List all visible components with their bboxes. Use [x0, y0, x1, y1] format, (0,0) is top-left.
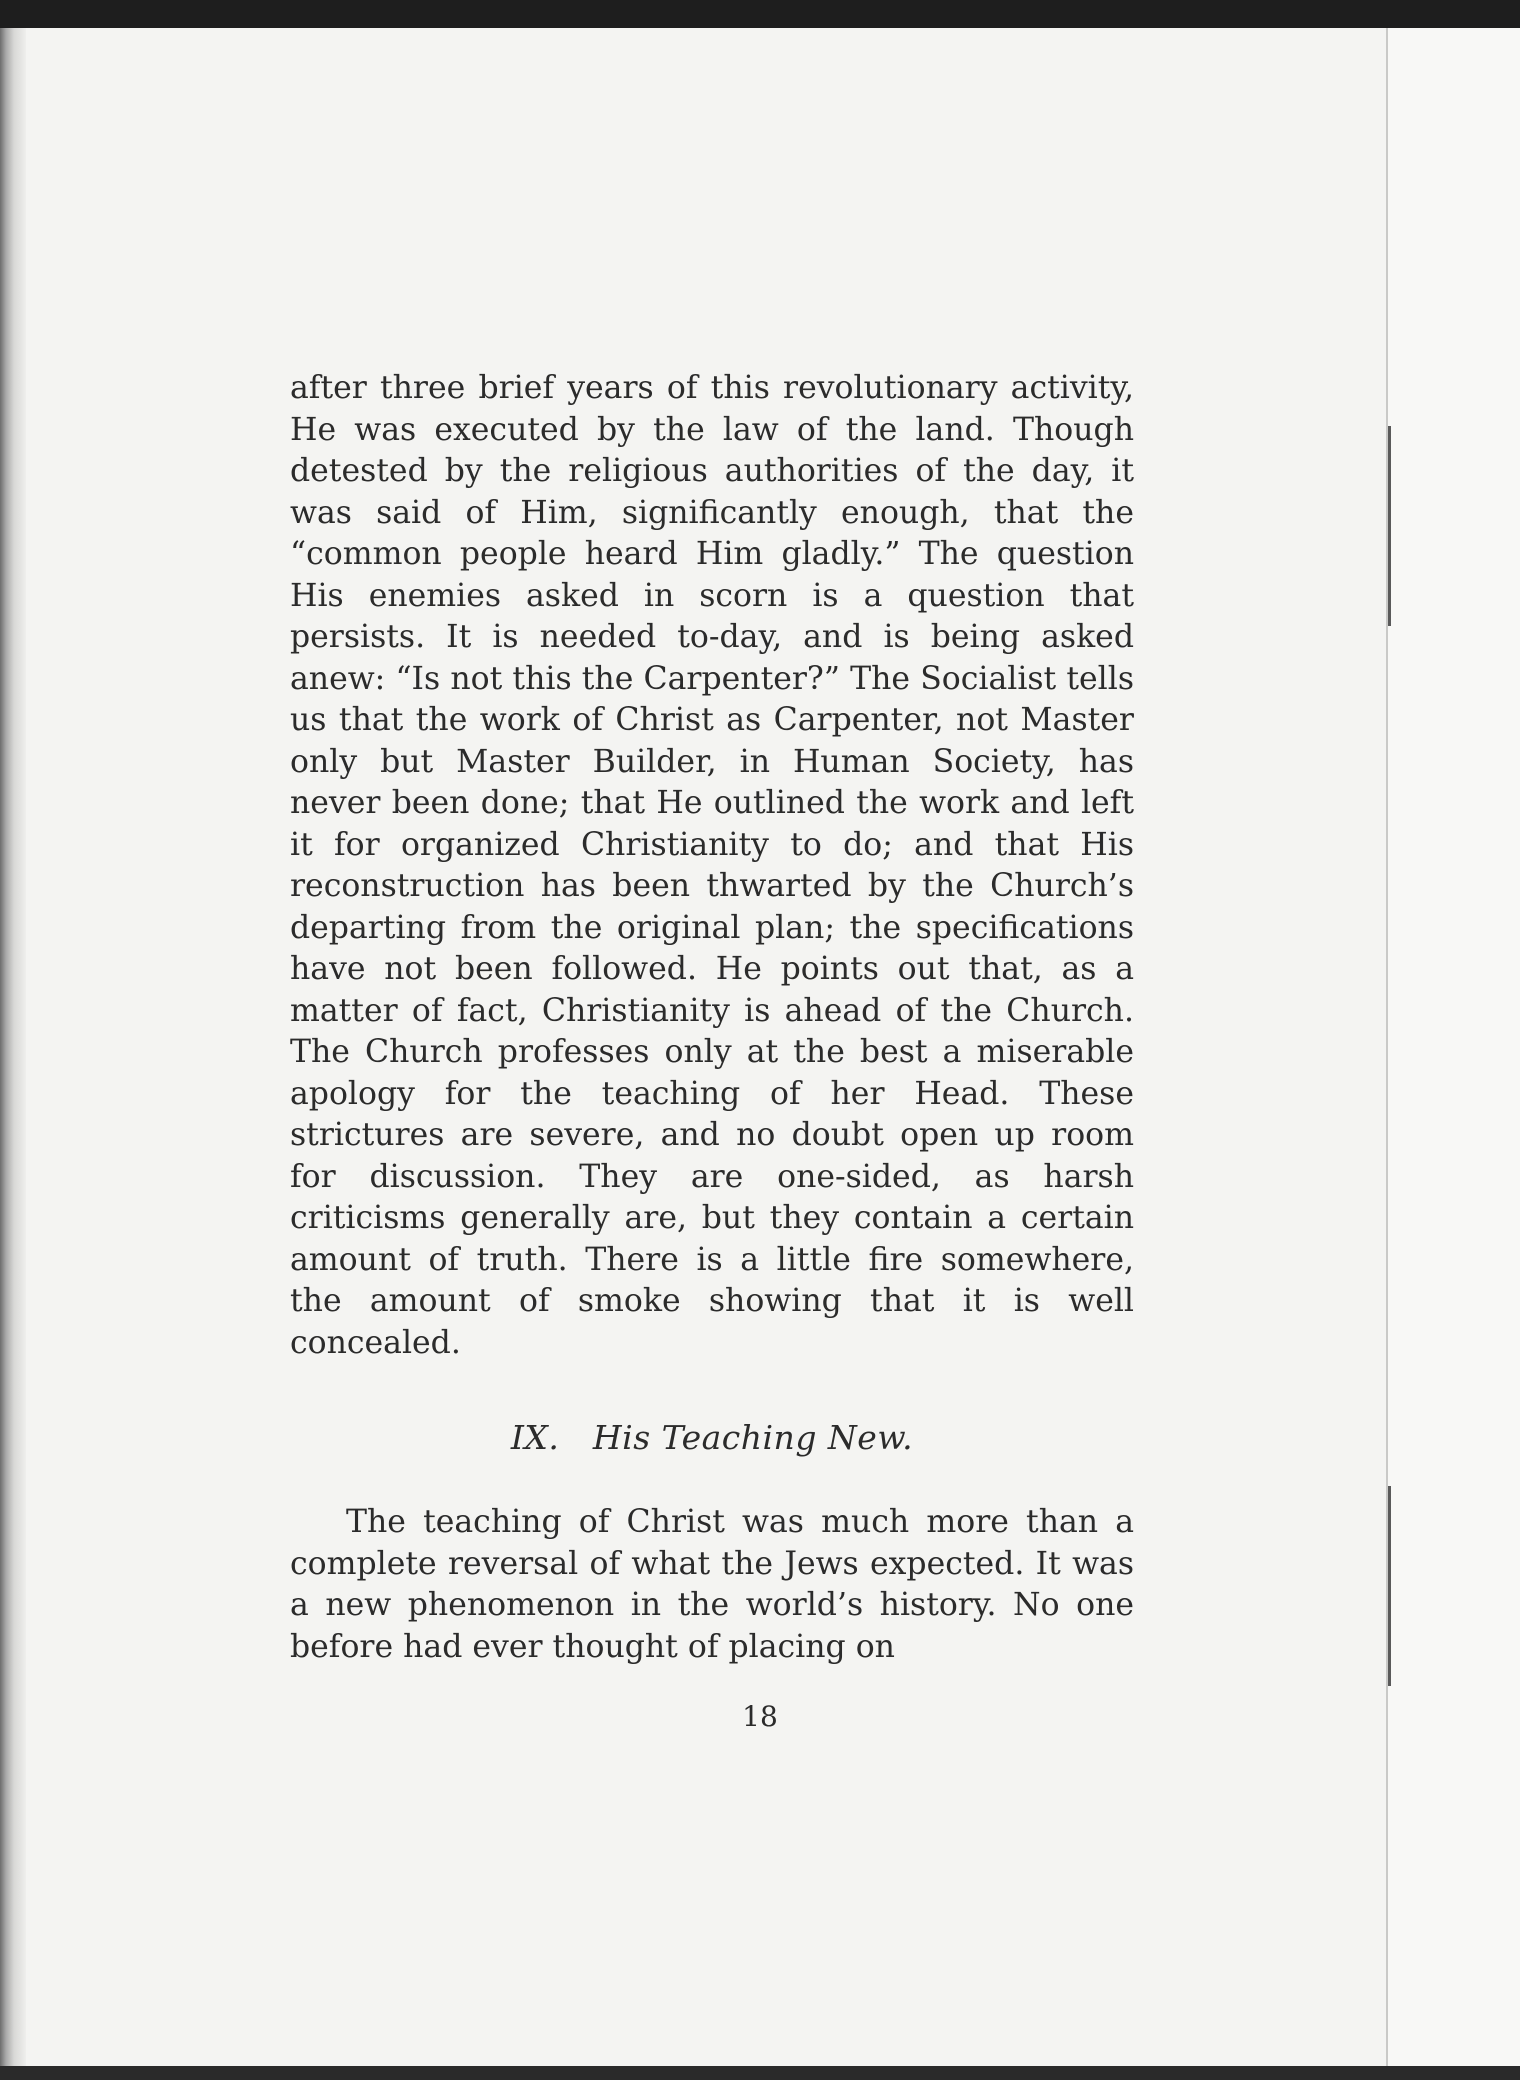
scan-top-border — [0, 0, 1520, 28]
text-block — [290, 368, 1134, 1668]
body-paragraph: The teaching of Christ was much more than a complete reversal of what the Jews expected. It was a new phenomenon in the world’s history. No one before had ever thought of placing on — [290, 1504, 1134, 1665]
scan-bottom-border — [0, 2066, 1520, 2080]
page-number: 18 — [742, 1700, 778, 1733]
next-page-edge — [1386, 28, 1520, 2068]
body-paragraph: after three brief years of this revolutionary activity, He was executed by the law of the land. Though detested by the religious authorities of the day, it was said of Him, significantly enough, that the “common people heard Him gladly.” The question His enemies asked in scorn is a question that persists. It is needed to-day, and is being asked anew: “Is not this the Carpenter?” The Socialist tells us that the work of Christ as Carpenter, not Master only but Master Builder, in Human Society, has never been done; that He outlined the work and left it for organized Christianity to do; and that His reconstruction has been thwarted by the Church’s departing from the original plan; the specifications have not been followed. He points out that, as a matter of fact, Christianity is ahead of the Church. The Church professes only at the best a miserable apology for the teaching of her Head. These strictures are severe, and no doubt open up room for discussion. They are one-sided, as harsh criticisms generally are, but they contain a certain amount of truth. There is a little fire somewhere, the amount of smoke showing that it is well concealed. — [290, 370, 1134, 1361]
edge-mark — [1388, 426, 1391, 626]
edge-mark — [1388, 1486, 1391, 1686]
book-spine-shadow — [0, 28, 26, 2068]
section-heading: IX. His Teaching New. — [510, 1418, 914, 1457]
